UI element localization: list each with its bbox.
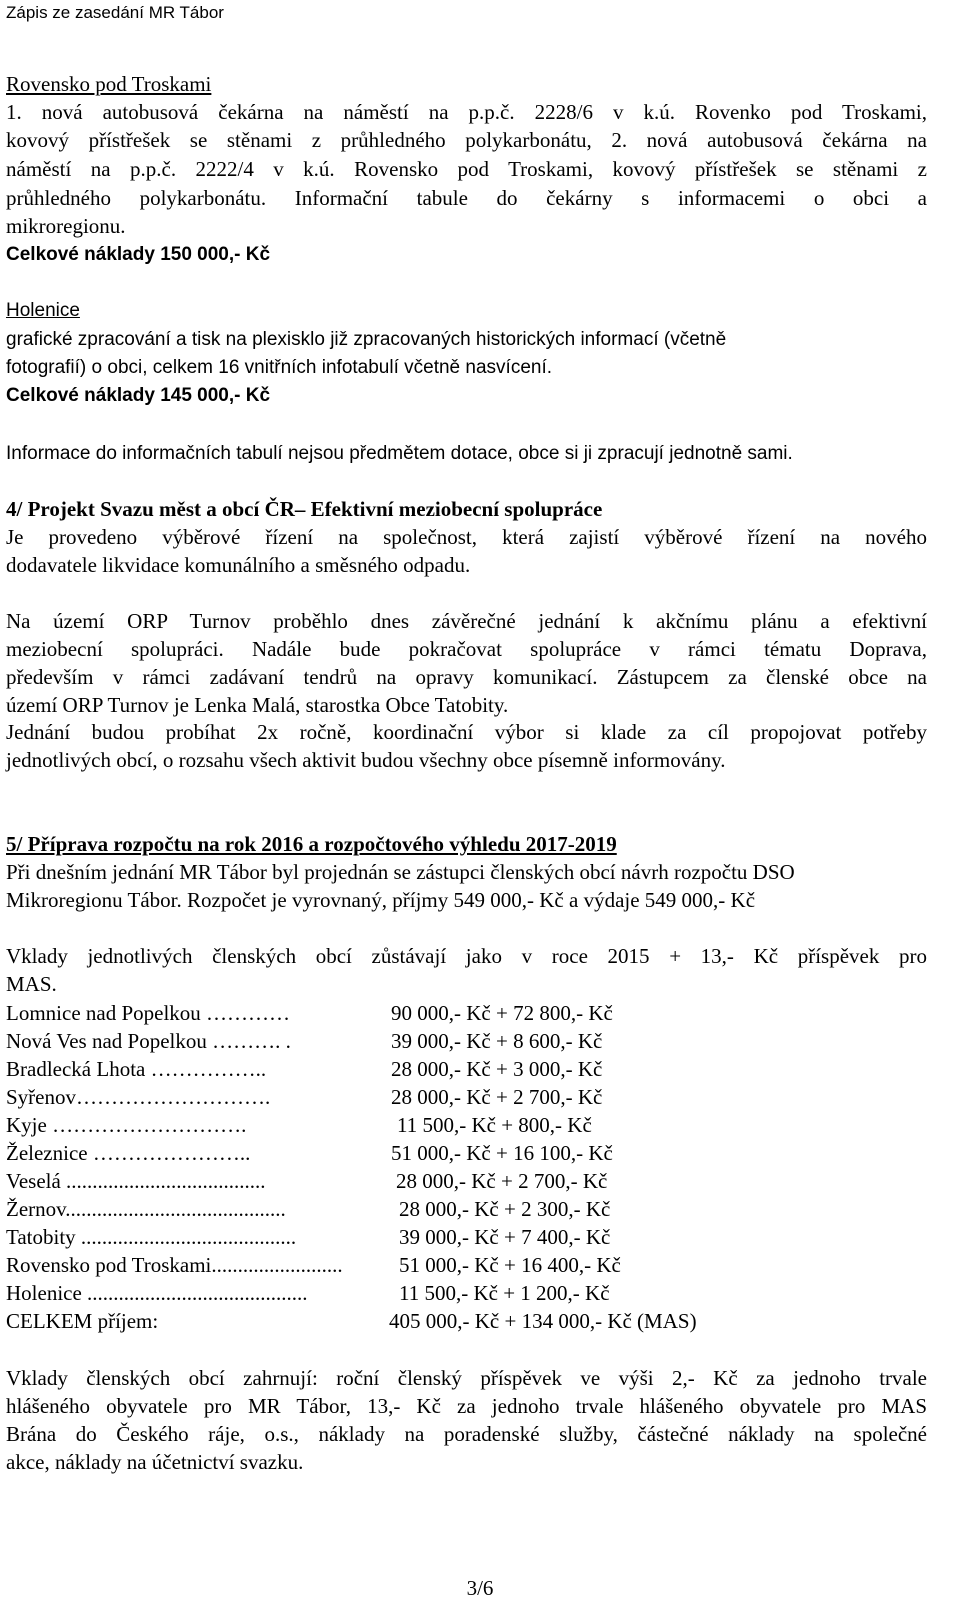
section-4-para2-line-3: především v rámci zadávaní tendrů na opravy komunikací. Zástupcem za členské obce na — [6, 665, 927, 689]
contribution-name: Rovensko pod Troskami......................... — [6, 1253, 343, 1277]
contribution-name: Holenice .......................................... — [6, 1281, 308, 1305]
contribution-amount: 39 000,- Kč + 8 600,- Kč — [391, 1029, 603, 1053]
holenice-note: Informace do informačních tabulí nejsou předmětem dotace, obce si ji zpracují jednotně sami. — [6, 443, 793, 464]
contribution-name: Kyje ………………………. — [6, 1113, 247, 1137]
section-5-para3-line-2: hlášeného obyvatele pro MR Tábor, 13,- Kč za jednoho trvale hlášeného obyvatele pro MAS — [6, 1394, 927, 1418]
rovensko-line-3: náměstí na p.p.č. 2222/4 v k.ú. Rovensko pod Troskami, kovový přístřešek se stěnami z — [6, 157, 927, 181]
section-4-para2-line-5: Jednání budou probíhat 2x ročně, koordinační výbor si klade za cíl propojovat potřeby — [6, 720, 927, 744]
contribution-amount: 28 000,- Kč + 2 700,- Kč — [396, 1169, 608, 1193]
contribution-amount: 28 000,- Kč + 3 000,- Kč — [391, 1057, 603, 1081]
section-5-heading: 5/ Příprava rozpočtu na rok 2016 a rozpočtového výhledu 2017-2019 — [6, 832, 617, 856]
rovensko-line-5: mikroregionu. — [6, 214, 126, 238]
section-4-para2-line-1: Na území ORP Turnov proběhlo dnes závěrečné jednání k akčnímu plánu a efektivní — [6, 609, 927, 633]
section-5-para2-line-2: MAS. — [6, 972, 57, 996]
contribution-total-amount: 405 000,- Kč + 134 000,- Kč (MAS) — [389, 1309, 697, 1333]
contribution-amount: 51 000,- Kč + 16 100,- Kč — [391, 1141, 613, 1165]
section-5-para1-line-1: Při dnešním jednání MR Tábor byl projednán se zástupci členských obcí návrh rozpočtu DSO — [6, 860, 795, 884]
holenice-line-1: grafické zpracování a tisk na plexisklo již zpracovaných historických informací (včetně — [6, 329, 727, 350]
section-4-heading: 4/ Projekt Svazu měst a obcí ČR– Efektivní meziobecní spolupráce — [6, 497, 603, 521]
section-4-para1-line-2: dodavatele likvidace komunálního a směsného odpadu. — [6, 553, 471, 577]
contribution-name: Syřenov………………………. — [6, 1085, 271, 1109]
rovensko-line-1: 1. nová autobusová čekárna na náměstí na p.p.č. 2228/6 v k.ú. Rovenko pod Troskami, — [6, 100, 927, 124]
rovensko-cost: Celkové náklady 150 000,- Kč — [6, 244, 271, 265]
section-5-para3-line-3: Brána do Českého ráje, o.s., náklady na poradenské služby, částečné náklady na společné — [6, 1422, 927, 1446]
section-5-para3-line-4: akce, náklady na účetnictví svazku. — [6, 1450, 304, 1474]
contribution-name: Bradlecká Lhota …………….. — [6, 1057, 272, 1081]
section-4-para2-line-2: meziobecní spolupráci. Nadále bude pokračovat spolupráce v rámci tématu Doprava, — [6, 637, 927, 661]
contribution-amount: 11 500,- Kč + 800,- Kč — [397, 1113, 592, 1137]
contribution-amount: 90 000,- Kč + 72 800,- Kč — [391, 1001, 613, 1025]
contribution-total-label: CELKEM příjem: — [6, 1309, 159, 1333]
contribution-name: Nová Ves nad Popelkou ………. . — [6, 1029, 291, 1053]
section-5-para2-line-1: Vklady jednotlivých členských obcí zůstávají jako v roce 2015 + 13,- Kč příspěvek pro — [6, 944, 927, 968]
rovensko-line-4: průhledného polykarbonátu. Informační tabule do čekárny s informacemi o obci a — [6, 186, 927, 210]
section-4-para2-line-4: území ORP Turnov je Lenka Malá, starostka Obce Tatobity. — [6, 693, 509, 717]
contribution-amount: 28 000,- Kč + 2 700,- Kč — [391, 1085, 603, 1109]
contribution-name: Železnice ………………….. — [6, 1141, 251, 1165]
page-number: 3/6 — [466, 1576, 494, 1600]
section-4-para2-line-6: jednotlivých obcí, o rozsahu všech aktivit budou všechny obce písemně informovány. — [6, 748, 726, 772]
contribution-amount: 11 500,- Kč + 1 200,- Kč — [399, 1281, 610, 1305]
contribution-amount: 39 000,- Kč + 7 400,- Kč — [399, 1225, 611, 1249]
contribution-name: Tatobity ......................................... — [6, 1225, 297, 1249]
contribution-name: Veselá ...................................... — [6, 1169, 266, 1193]
contribution-name: Lomnice nad Popelkou ………… — [6, 1001, 291, 1025]
rovensko-title: Rovensko pod Troskami — [6, 72, 212, 96]
contribution-amount: 28 000,- Kč + 2 300,- Kč — [399, 1197, 611, 1221]
section-5-para3-line-1: Vklady členských obcí zahrnují: roční členský příspěvek ve výši 2,- Kč za jednoho trvale — [6, 1366, 927, 1390]
section-4-para1-line-1: Je provedeno výběrové řízení na společnost, která zajistí výběrové řízení na nového — [6, 525, 927, 549]
holenice-title: Holenice — [6, 300, 80, 321]
holenice-cost: Celkové náklady 145 000,- Kč — [6, 385, 271, 406]
rovensko-line-2: kovový přístřešek se stěnami z průhledného polykarbonátu, 2. nová autobusová čekárna na — [6, 128, 927, 152]
page-header-title: Zápis ze zasedání MR Tábor — [6, 3, 224, 22]
contribution-amount: 51 000,- Kč + 16 400,- Kč — [399, 1253, 621, 1277]
contribution-name: Žernov.......................................... — [6, 1197, 286, 1221]
section-5-para1-line-2: Mikroregionu Tábor. Rozpočet je vyrovnaný, příjmy 549 000,- Kč a výdaje 549 000,- Kč — [6, 888, 756, 912]
holenice-line-2: fotografií) o obci, celkem 16 vnitřních infotabulí včetně nasvícení. — [6, 357, 553, 378]
